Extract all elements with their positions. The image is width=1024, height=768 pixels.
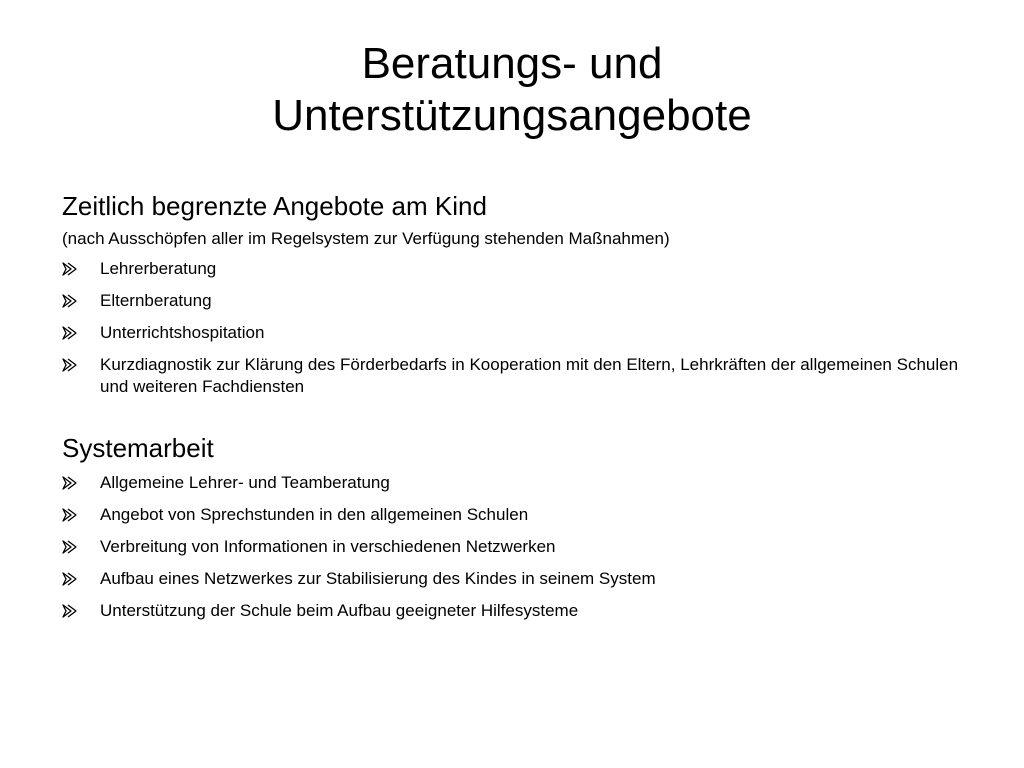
list-item bbox=[62, 354, 982, 398]
arrow-bullet-icon bbox=[62, 293, 78, 309]
section-heading: Systemarbeit bbox=[62, 433, 214, 463]
list-item-text: Allgemeine Lehrer- und Teamberatung bbox=[100, 473, 390, 492]
list-item-text: Unterrichtshospitation bbox=[100, 323, 265, 342]
section-note: (nach Ausschöpfen aller im Regelsystem zur Verfügung stehenden Maßnahmen) bbox=[62, 229, 670, 248]
arrow-bullet-icon bbox=[62, 539, 78, 555]
list-item bbox=[62, 568, 982, 590]
list-item-text: Lehrerberatung bbox=[100, 259, 217, 278]
list-item bbox=[62, 536, 982, 558]
slide-title bbox=[0, 38, 1024, 142]
list-item-text: Unterstützung der Schule beim Aufbau geeigneter Hilfesysteme bbox=[100, 601, 579, 620]
bullet-list bbox=[62, 258, 982, 398]
arrow-bullet-icon bbox=[62, 507, 78, 523]
list-item-text: Aufbau eines Netzwerkes zur Stabilisierung des Kindes in seinem System bbox=[100, 569, 656, 588]
list-item bbox=[62, 322, 982, 344]
section-heading: Zeitlich begrenzte Angebote am Kind bbox=[62, 191, 487, 221]
slide-content bbox=[62, 190, 982, 632]
arrow-bullet-icon bbox=[62, 571, 78, 587]
list-item bbox=[62, 290, 982, 312]
list-item-text: Verbreitung von Informationen in verschiedenen Netzwerken bbox=[100, 537, 556, 556]
list-item bbox=[62, 258, 982, 280]
section-system-work bbox=[62, 432, 982, 622]
list-item bbox=[62, 472, 982, 494]
list-item-text: Angebot von Sprechstunden in den allgemeinen Schulen bbox=[100, 505, 529, 524]
arrow-bullet-icon bbox=[62, 357, 78, 373]
arrow-bullet-icon bbox=[62, 475, 78, 491]
slide-title-line-2: Unterstützungsangebote bbox=[272, 91, 752, 140]
list-item bbox=[62, 504, 982, 526]
bullet-list bbox=[62, 472, 982, 622]
list-item-text: Elternberatung bbox=[100, 291, 212, 310]
arrow-bullet-icon bbox=[62, 261, 78, 277]
list-item bbox=[62, 600, 982, 622]
section-time-limited-offers bbox=[62, 190, 982, 398]
list-item-text: Kurzdiagnostik zur Klärung des Förderbedarfs in Kooperation mit den Eltern, Lehrkräften der allgemeinen Schulen und weiteren Fachdiensten bbox=[100, 355, 959, 396]
arrow-bullet-icon bbox=[62, 325, 78, 341]
arrow-bullet-icon bbox=[62, 603, 78, 619]
slide-title-line-1: Beratungs- und bbox=[361, 39, 663, 88]
